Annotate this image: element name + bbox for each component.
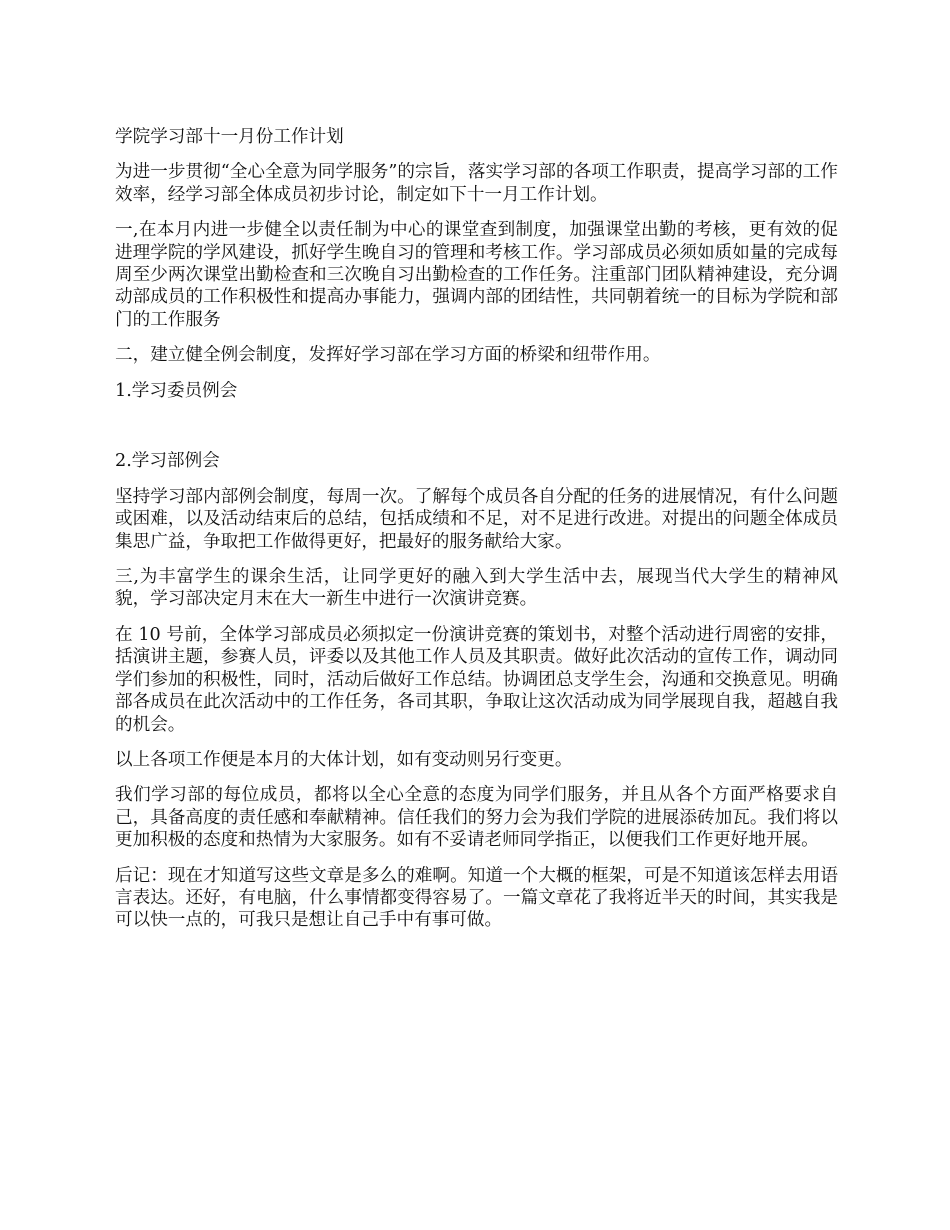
paragraph-postscript: 后记：现在才知道写这些文章是多么的难啊。知道一个大概的框架，可是不知道该怎样去用语言表达。还好，有电脑，什么事情都变得容易了。一篇文章花了我将近半天的时间，其实我是可以快一点的，可我只是想让自己手中有事可做。 (115, 865, 838, 931)
empty-paragraph (115, 415, 838, 437)
paragraph-commitment: 我们学习部的每位成员，都将以全心全意的态度为同学们服务，并且从各个方面严格要求自己，具备高度的责任感和奉献精神。信任我们的努力会为我们学院的进展添砖加瓦。我们将以更加积极的态度和热情为大家服务。如有不妥请老师同学指正，以便我们工作更好地开展。 (115, 785, 838, 851)
paragraph-intro: 为进一步贯彻“全心全意为同学服务”的宗旨，落实学习部的各项工作职责，提高学习部的工作效率，经学习部全体成员初步讨论，制定如下十一月工作计划。 (115, 162, 838, 205)
paragraph-section-two: 二，建立健全例会制度，发挥好学习部在学习方面的桥梁和纽带作用。 (115, 345, 661, 366)
paragraph-contest-plan: 在 10 号前，全体学习部成员必须拟定一份演讲竞赛的策划书，对整个活动进行周密的安排，括演讲主题，参赛人员，评委以及其他工作人员及其职责。做好此次活动的宣传工作，调动同学们参加的积极性，同时，活动后做好工作总结。协调团总支学生会，沟通和交换意见。明确部各成员在此次活动中的工作任务，各司其职，争取让这次活动成为同学展现自我，超越自我的机会。 (115, 624, 838, 735)
document-title: 学院学习部十一月份工作计划 (115, 127, 344, 147)
paragraph-meeting-detail: 坚持学习部内部例会制度，每周一次。了解每个成员各自分配的任务的进展情况，有什么问题或困难，以及活动结束后的总结，包括成绩和不足，对不足进行改进。对提出的问题全体成员集思广益，争取把工作做得更好，把最好的服务献给大家。 (115, 486, 838, 552)
paragraph-summary: 以上各项工作便是本月的大体计划，如有变动则另行变更。 (115, 749, 573, 770)
paragraph-item-two: 2.学习部例会 (115, 451, 220, 472)
document-page (115, 126, 838, 945)
paragraph-section-one: 一,在本月内进一步健全以责任制为中心的课堂查到制度，加强课堂出勤的考核，更有效的促进理学院的学风建设，抓好学生晚自习的管理和考核工作。学习部成员必须如质如量的完成每周至少两次课堂出勤检查和三次晚自习出勤检查的工作任务。注重部门团队精神建设，充分调动部成员的工作积极性和提高办事能力，强调内部的团结性，共同朝着统一的目标为学院和部门的工作服务 (115, 220, 838, 330)
paragraph-item-one: 1.学习委员例会 (115, 380, 238, 401)
paragraph-section-three: 三,为丰富学生的课余生活，让同学更好的融入到大学生活中去，展现当代大学生的精神风貌，学习部决定月末在大一新生中进行一次演讲竞赛。 (115, 567, 838, 610)
